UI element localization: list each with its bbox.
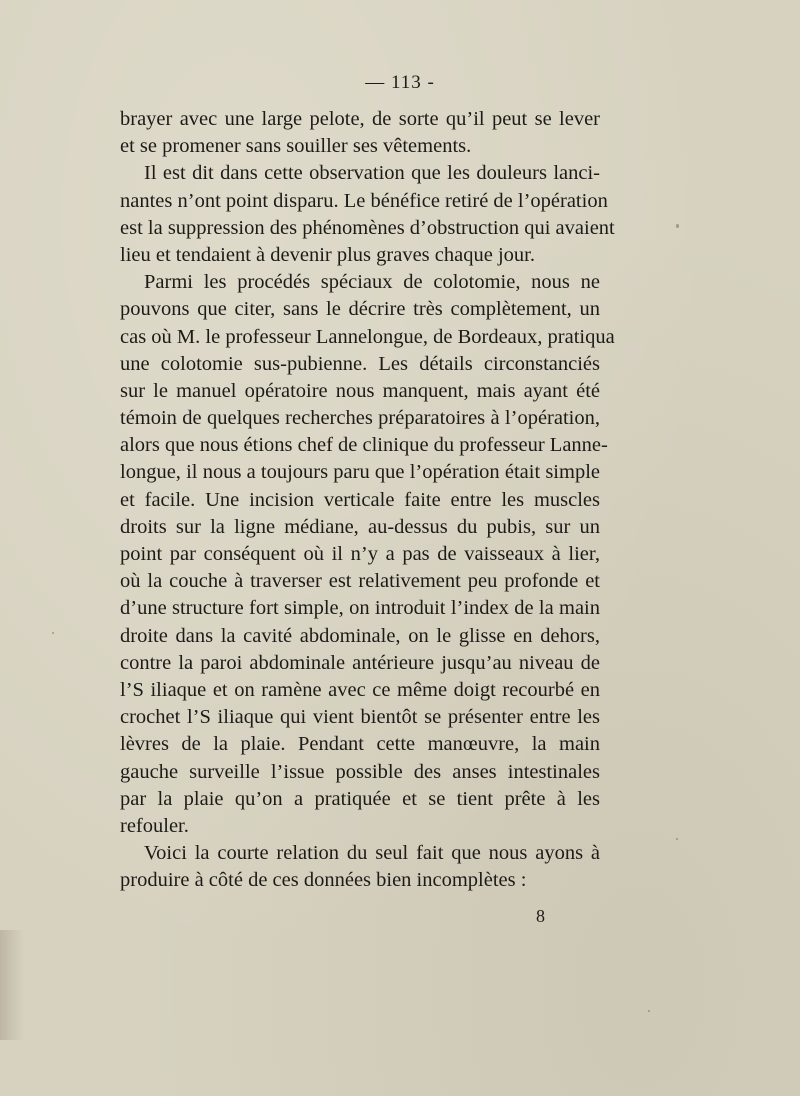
text-line: droits sur la ligne médiane, au-dessus du pubis, sur un xyxy=(120,515,600,538)
ink-speck xyxy=(676,838,678,840)
text-line: droite dans la cavité abdominale, on le glisse en dehors, xyxy=(120,624,600,647)
text-line: longue, il nous a toujours paru que l’opération était simple xyxy=(120,461,600,484)
text-line: nantes n’ont point disparu. Le bénéfice retiré de l’opération xyxy=(120,189,608,212)
text-line: l’S iliaque et on ramène avec ce même doigt recourbé en xyxy=(120,678,600,701)
text-line: sur le manuel opératoire nous manquent, mais ayant été xyxy=(120,379,600,402)
text-line: gauche surveille l’issue possible des anses intestinales xyxy=(120,760,600,783)
text-line: lieu et tendaient à devenir plus graves chaque jour. xyxy=(120,243,535,266)
text-line: contre la paroi abdominale antérieure jusqu’au niveau de xyxy=(120,651,600,674)
text-line: cas où M. le professeur Lannelongue, de Bordeaux, pratiqua xyxy=(120,325,615,348)
text-line: et facile. Une incision verticale faite entre les muscles xyxy=(120,488,600,511)
text-line: d’une structure fort simple, on introduit l’index de la main xyxy=(120,597,600,620)
text-line: crochet l’S iliaque qui vient bientôt se présenter entre les xyxy=(120,706,600,729)
text-line: Voici la courte relation du seul fait que nous ayons à xyxy=(144,842,600,865)
text-line: est la suppression des phénomènes d’obstruction qui avaient xyxy=(120,216,615,239)
ink-speck xyxy=(648,1010,650,1012)
edge-stain xyxy=(0,930,24,1040)
text-line: pouvons que citer, sans le décrire très complètement, un xyxy=(120,298,600,321)
text-line: produire à côté de ces données bien incomplètes : xyxy=(120,869,527,892)
text-line: et se promener sans souiller ses vêtements. xyxy=(120,135,472,158)
text-line: point par conséquent où il n’y a pas de vaisseaux à lier, xyxy=(120,543,600,565)
text-line: par la plaie qu’on a pratiquée et se tient prête à les xyxy=(120,787,600,810)
ink-speck xyxy=(676,224,679,228)
text-line: brayer avec une large pelote, de sorte qu’il peut se lever xyxy=(120,108,600,130)
page-number-header: — 113 - xyxy=(365,72,435,93)
text-line: une colotomie sus-pubienne. Les détails circonstanciés xyxy=(120,352,600,375)
text-line: Il est dit dans cette observation que les douleurs lanci- xyxy=(144,162,600,185)
body-text xyxy=(120,106,615,894)
text-line: témoin de quelques recherches préparatoires à l’opération, xyxy=(120,407,600,430)
text-line: Parmi les procédés spéciaux de colotomie, nous ne xyxy=(144,271,600,294)
text-line: où la couche à traverser est relativement peu profonde et xyxy=(120,570,600,593)
text-line: alors que nous étions chef de clinique du professeur Lanne- xyxy=(120,434,608,457)
ink-speck xyxy=(52,632,54,634)
text-line: refouler. xyxy=(120,814,189,837)
signature-mark: 8 xyxy=(536,906,545,926)
text-line: lèvres de la plaie. Pendant cette manœuvre, la main xyxy=(120,733,600,756)
